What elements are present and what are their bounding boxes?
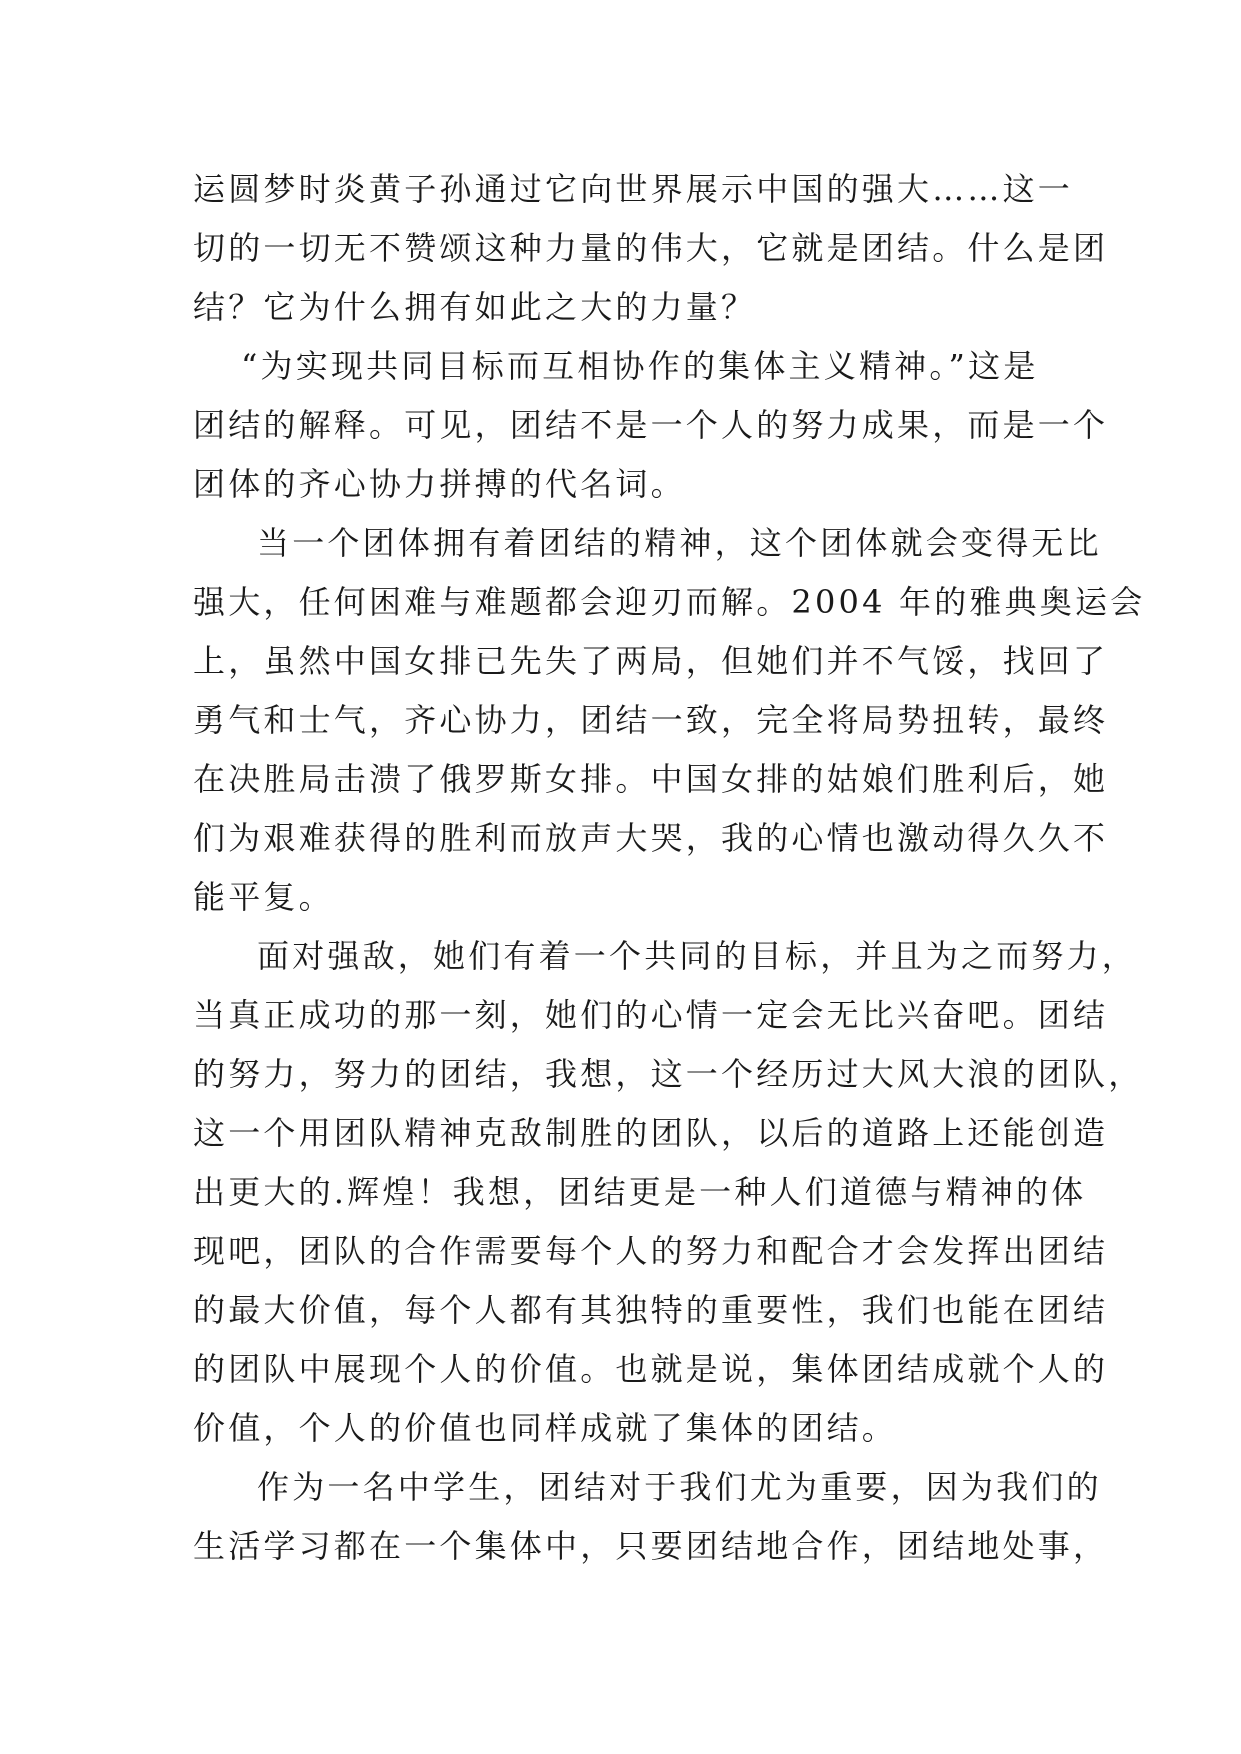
text-line: 现吧，团队的合作需要每个人的努力和配合才会发挥出团结 (193, 1232, 1109, 1270)
text-line: 当真正成功的那一刻，她们的心情一定会无比兴奋吧。团结 (193, 996, 1109, 1034)
text-line: 上，虽然中国女排已先失了两局，但她们并不气馁，找回了 (193, 642, 1109, 680)
text-line: 在决胜局击溃了俄罗斯女排。中国女排的姑娘们胜利后，她 (193, 760, 1109, 798)
text-line: 强大，任何困难与难题都会迎刃而解。2004 年的雅典奥运会 (193, 583, 1146, 621)
text-line: 勇气和士气，齐心协力，团结一致，完全将局势扭转，最终 (193, 701, 1109, 739)
text-line: 价值，个人的价值也同样成就了集体的团结。 (193, 1409, 898, 1447)
text-line: 的最大价值，每个人都有其独特的重要性，我们也能在团结 (193, 1291, 1109, 1329)
text-line: 的努力，努力的团结，我想，这一个经历过大风大浪的团队， (193, 1055, 1144, 1093)
paragraph-first-line: 当一个团体拥有着团结的精神，这个团体就会变得无比 (257, 524, 1102, 562)
document-body (193, 160, 1146, 1576)
paragraph-first-line: “为实现共同目标而互相协作的集体主义精神。”这是 (241, 347, 1039, 385)
text-line: 的团队中展现个人的价值。也就是说，集体团结成就个人的 (193, 1350, 1109, 1388)
text-line: 出更大的.辉煌！我想，团结更是一种人们道德与精神的体 (193, 1173, 1087, 1211)
text-line: 这一个用团队精神克敌制胜的团队，以后的道路上还能创造 (193, 1114, 1109, 1152)
paragraph-first-line: 作为一名中学生，团结对于我们尤为重要，因为我们的 (257, 1468, 1102, 1506)
text-line: 们为艰难获得的胜利而放声大哭，我的心情也激动得久久不 (193, 819, 1109, 857)
text-line: 能平复。 (193, 878, 334, 916)
text-line: 团结的解释。可见，团结不是一个人的努力成果，而是一个 (193, 406, 1109, 444)
text-line: 切的一切无不赞颂这种力量的伟大，它就是团结。什么是团 (193, 229, 1109, 267)
text-line: 运圆梦时炎黄子孙通过它向世界展示中国的强大……这一 (193, 170, 1074, 208)
text-line: 团体的齐心协力拼搏的代名词。 (193, 465, 686, 503)
text-line: 生活学习都在一个集体中，只要团结地合作，团结地处事， (193, 1527, 1109, 1565)
paragraph-first-line: 面对强敌，她们有着一个共同的目标，并且为之而努力， (257, 937, 1138, 975)
text-line: 结？它为什么拥有如此之大的力量？ (193, 288, 757, 326)
